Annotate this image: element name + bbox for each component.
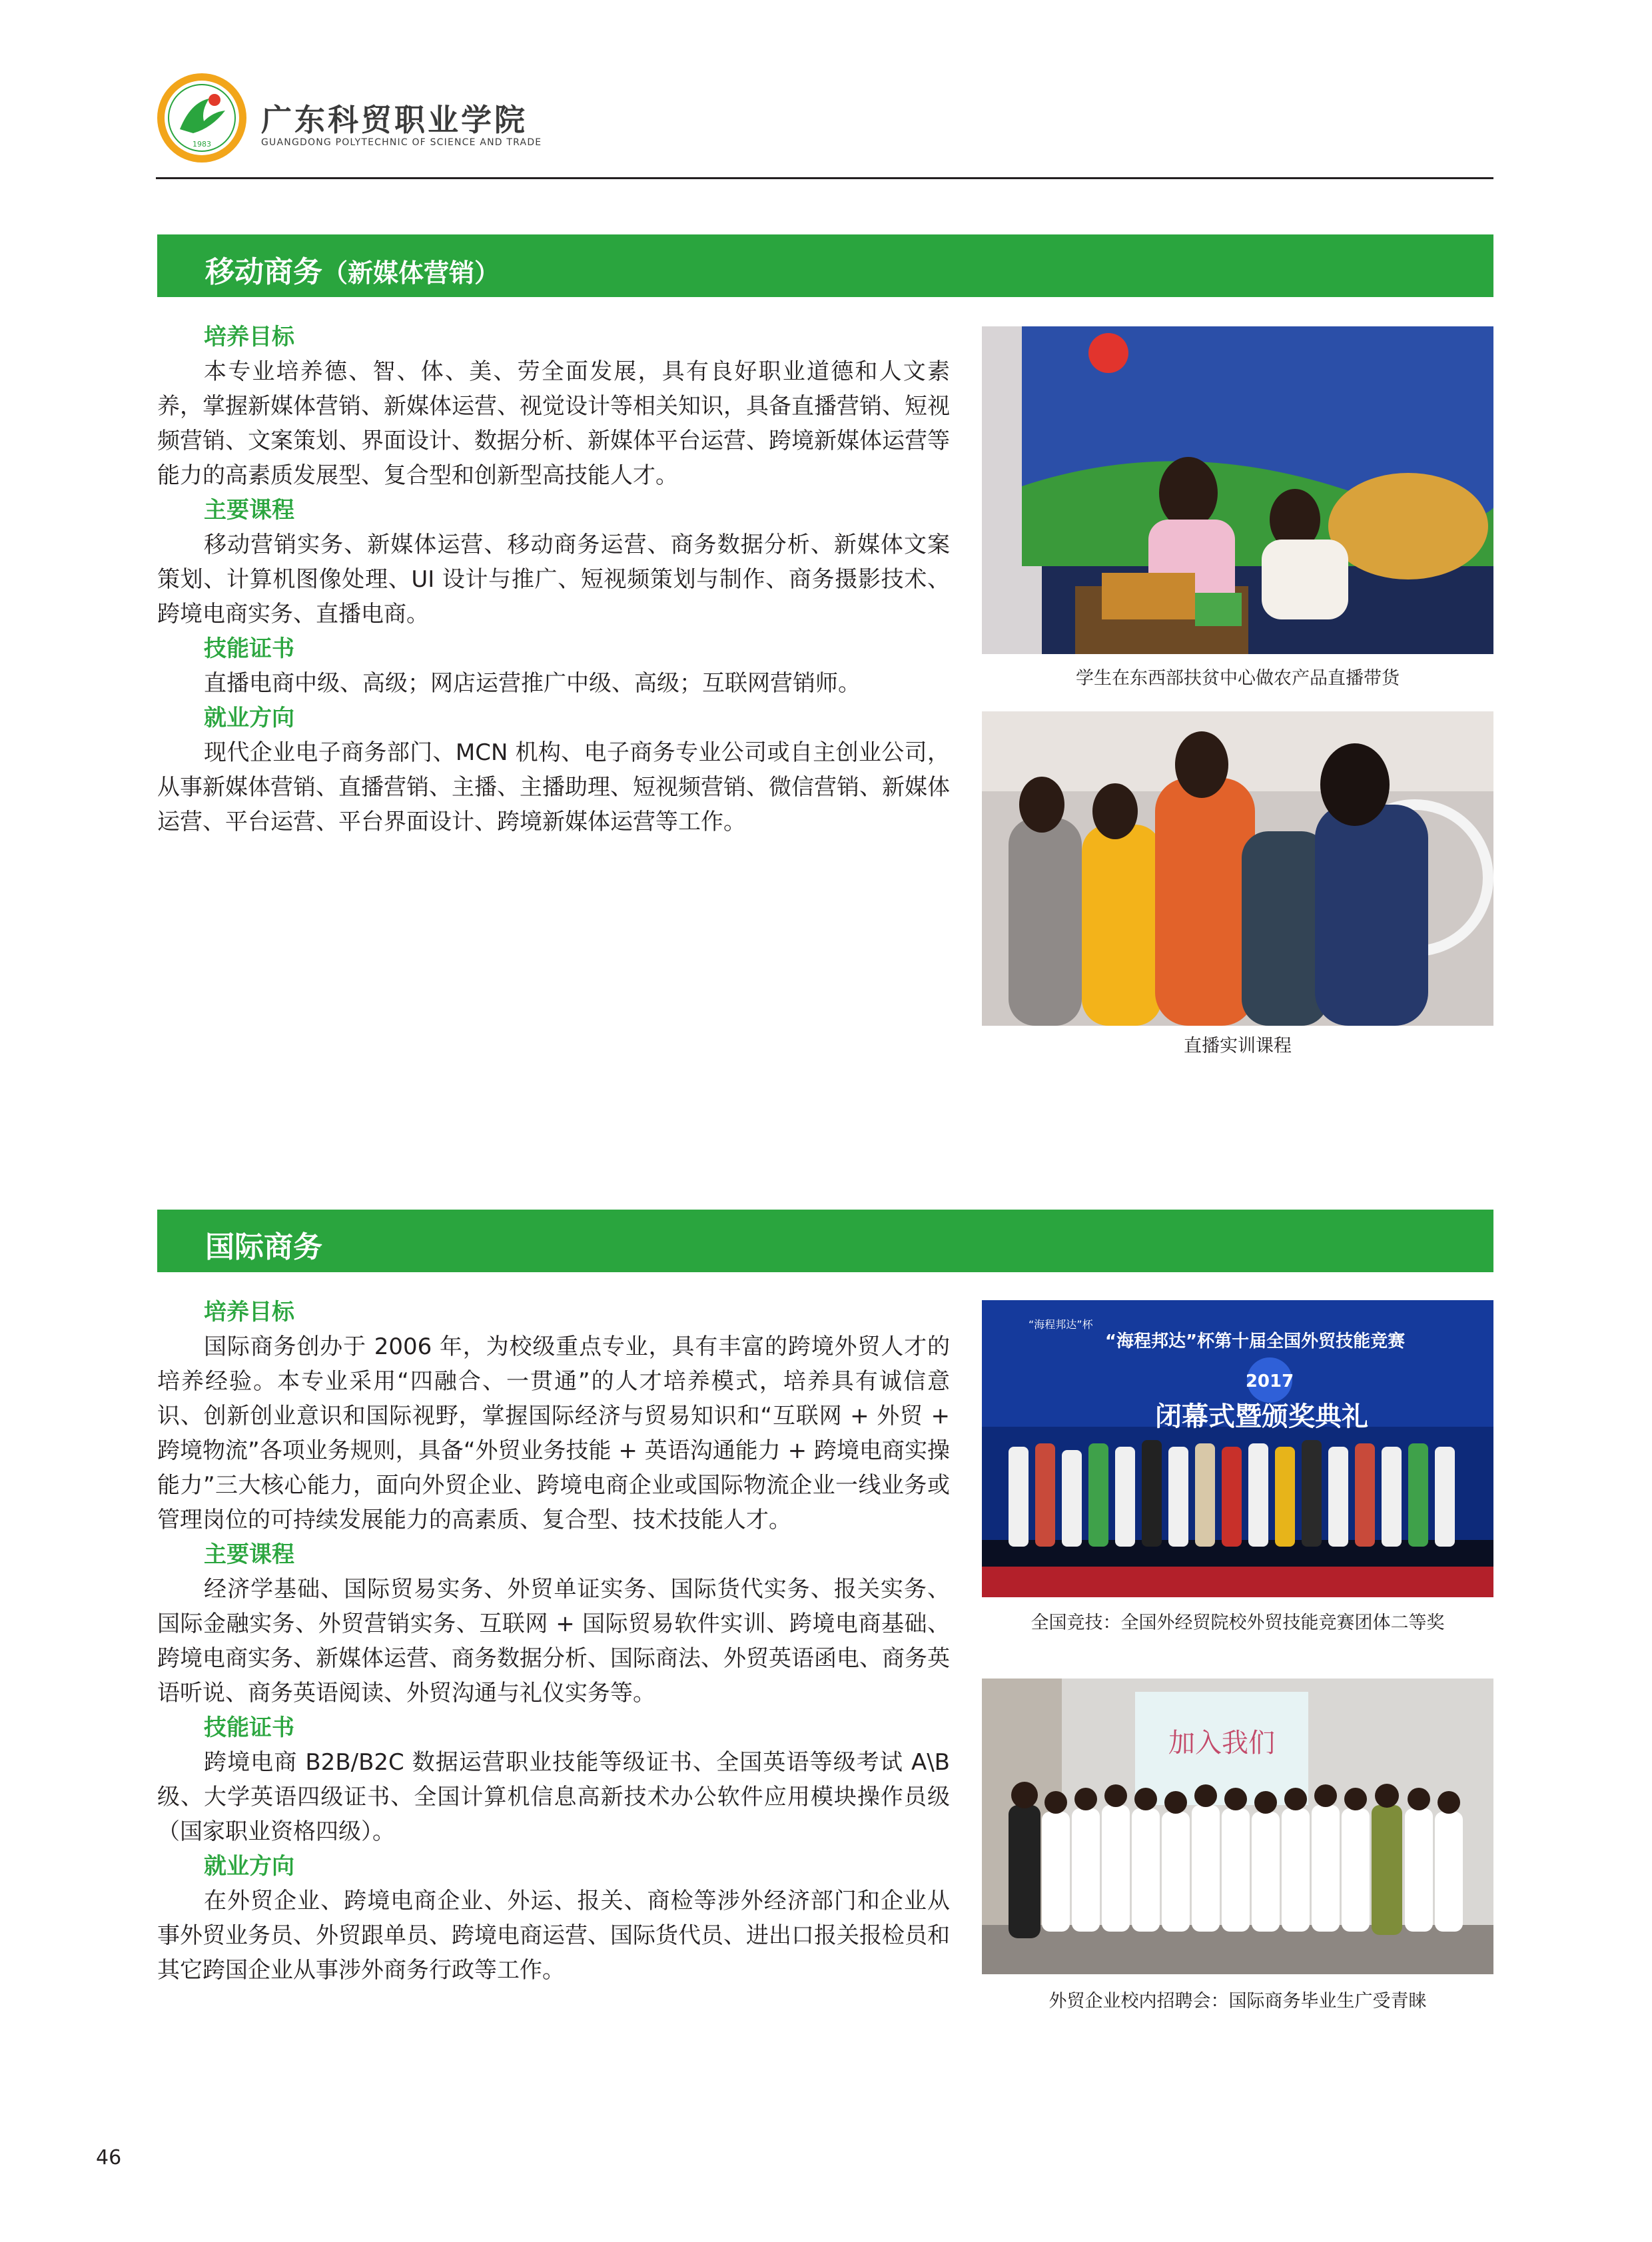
heading-certificates: 技能证书 [204, 1714, 294, 1741]
text-career: 在外贸企业、跨境电商企业、外运、报关、商检等涉外经济部门和企业从事外贸业务员、外贸跟单员、跨境电商运营、国际货代员、进出口报关报检员和其它跨国企业从事涉外商务行政等工作。 [157, 1888, 950, 1984]
heading-career: 就业方向 [204, 705, 294, 731]
section-body-mobile-commerce [157, 320, 950, 839]
text-certificates: 跨境电商 B2B/B2C 数据运营职业技能等级证书、全国英语等级考试 A\B 级、大学英语四级证书、全国计算机信息高新技术办公软件应用模块操作员级（国家职业资格四级）。 [157, 1749, 950, 1845]
page-number: 46 [96, 2146, 122, 2169]
text-certificates: 直播电商中级、高级；网店运营推广中级、高级；互联网营销师。 [204, 670, 861, 697]
svg-text:“海程邦达”杯: “海程邦达”杯 [1029, 1318, 1093, 1331]
text-main-courses: 移动营销实务、新媒体运营、移动商务运营、商务数据分析、新媒体文案策划、计算机图像处理、UI 设计与推广、短视频策划与制作、商务摄影技术、跨境电商实务、直播电商。 [157, 532, 950, 627]
section-title: 国际商务 [205, 1230, 322, 1264]
svg-text:2017: 2017 [1245, 1371, 1294, 1391]
competition-stage-photo [982, 1300, 1493, 1597]
caption-livestream: 学生在东西部扶贫中心做农产品直播带货 [1076, 668, 1400, 689]
svg-text:“海程邦达”杯第十届全国外贸技能竞赛: “海程邦达”杯第十届全国外贸技能竞赛 [1104, 1331, 1406, 1351]
text-career: 现代企业电子商务部门、MCN 机构、电子商务专业公司或自主创业公司，从事新媒体营销、直播营销、主播、主播助理、短视频营销、微信营销、新媒体运营、平台运营、平台界面设计、跨境新媒体运营等工作。 [157, 739, 950, 835]
recruitment-group-photo [982, 1679, 1493, 1974]
caption-recruitment: 外贸企业校内招聘会：国际商务毕业生广受青睐 [1048, 1991, 1427, 2012]
text-training-goal: 本专业培养德、智、体、美、劳全面发展，具有良好职业道德和人文素养，掌握新媒体营销、新媒体运营、视觉设计等相关知识，具备直播营销、短视频营销、文案策划、界面设计、数据分析、新媒体平台运营、跨境新媒体运营等能力的高素质发展型、复合型和创新型高技能人才。 [157, 358, 950, 489]
caption-competition: 全国竞技：全国外经贸院校外贸技能竞赛团体二等奖 [1031, 1613, 1445, 1633]
section-body-international-business [157, 1295, 950, 1988]
training-class-photo [982, 711, 1493, 1026]
institution-name-cn: 广东科贸职业学院 [261, 102, 528, 138]
section-title: 移动商务（新媒体营销） [205, 255, 500, 289]
text-training-goal: 国际商务创办于 2006 年，为校级重点专业，具有丰富的跨境外贸人才的培养经验。本专业采用“四融合、一贯通”的人才培养模式，培养具有诚信意识、创新创业意识和国际视野，掌握国际经济与贸易知识和“互联网 + 外贸 + 跨境物流”各项业务规则，具备“外贸业务技能 + 英语沟通能力 + 跨境电商实操能力”三大核心能力，面向外贸企业、跨境电商企业或国际物流企业一线业务或管理岗位的可持续发展能力的高素质、复合型、技术技能人才。 [157, 1333, 950, 1533]
caption-training-class: 直播实训课程 [1184, 1036, 1292, 1056]
svg-text:1983: 1983 [193, 140, 211, 149]
institution-name-en: GUANGDONG POLYTECHNIC OF SCIENCE AND TRADE [261, 137, 542, 148]
heading-certificates: 技能证书 [204, 635, 294, 662]
text-main-courses: 经济学基础、国际贸易实务、外贸单证实务、国际货代实务、报关实务、国际金融实务、外贸营销实务、互联网 + 国际贸易软件实训、跨境电商基础、跨境电商实务、新媒体运营、商务数据分析、国际商法、外贸英语函电、商务英语听说、商务英语阅读、外贸沟通与礼仪实务等。 [157, 1576, 950, 1706]
svg-text:闭幕式暨颁奖典礼: 闭幕式暨颁奖典礼 [1155, 1401, 1368, 1432]
heading-training-goal: 培养目标 [204, 324, 294, 350]
college-logo [156, 72, 248, 164]
section-title-bar-international-business [157, 1210, 1493, 1272]
section-title-bar-mobile-commerce [157, 234, 1493, 297]
header-divider [156, 177, 1493, 179]
heading-main-courses: 主要课程 [204, 497, 294, 524]
heading-career: 就业方向 [204, 1853, 294, 1880]
svg-text:加入我们: 加入我们 [1168, 1728, 1275, 1758]
livestream-photo [982, 326, 1493, 654]
heading-training-goal: 培养目标 [204, 1299, 294, 1325]
heading-main-courses: 主要课程 [204, 1541, 294, 1568]
